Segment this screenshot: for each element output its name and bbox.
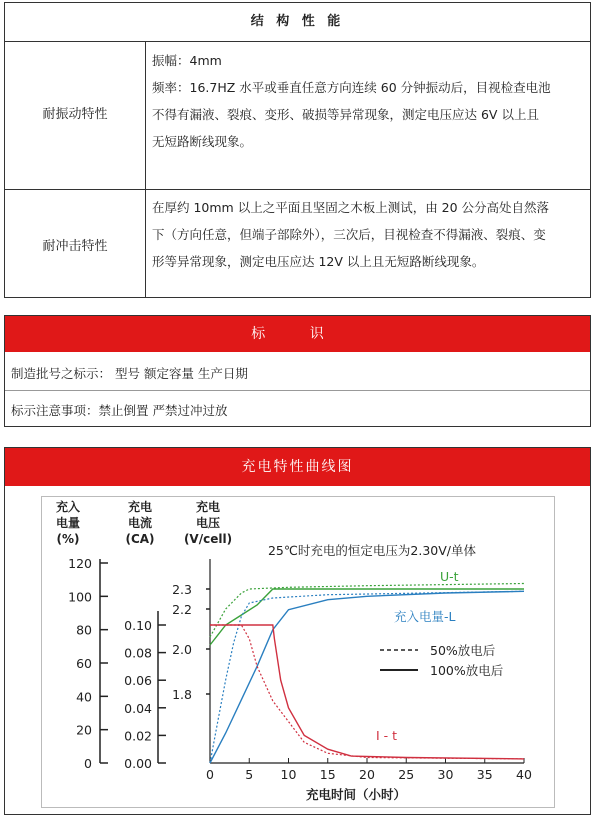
legend-dashed-label: 50%放电后	[430, 643, 496, 658]
x-tick-label: 30	[437, 767, 454, 782]
row-divider	[5, 390, 590, 391]
charge-characteristics-chart	[42, 497, 554, 807]
capacity-tick-label: 120	[68, 556, 92, 571]
capacity-tick-label: 80	[76, 622, 92, 638]
structure-title: 结 构 性 能	[5, 3, 590, 42]
row-divider	[5, 189, 590, 190]
capacity-tick-label: 0	[84, 756, 92, 771]
capacity-tick-label: 100	[68, 589, 92, 605]
x-axis-title: 充电时间（小时）	[305, 787, 407, 802]
chart-title: 25℃时充电的恒定电压为2.30V/单体	[267, 543, 477, 558]
current-tick-label: 0.08	[124, 645, 152, 661]
marking-row-batch: 制造批号之标示： 型号 额定容量 生产日期	[11, 366, 248, 381]
legend-solid-label: 100%放电后	[430, 663, 504, 678]
curve-label-capacity: 充入电量-L	[394, 609, 456, 624]
impact-label: 耐冲击特性	[42, 239, 108, 254]
vibration-line: 不得有漏液、裂痕、变形、破损等异常现象，测定电压应达 6V 以上且	[152, 107, 539, 122]
axis-label-capacity: 充入	[55, 500, 81, 514]
x-tick-label: 25	[398, 767, 415, 782]
voltage-tick-label: 1.8	[172, 687, 192, 702]
impact-line: 形等异常现象，测定电压应达 12V 以上且无短路断线现象。	[152, 254, 485, 269]
current-tick-label: 0.02	[124, 728, 152, 744]
axis-label-capacity: (%)	[56, 532, 80, 546]
axis-label-current: 电流	[127, 516, 153, 530]
axis-label-capacity: 电量	[55, 516, 81, 530]
x-tick-label: 10	[280, 767, 297, 782]
axis-label-current: 充电	[127, 500, 153, 514]
marking-title: 标 识	[5, 316, 590, 352]
vibration-line: 无短路断线现象。	[152, 134, 253, 149]
impact-content	[152, 194, 586, 275]
capacity-tick-label: 40	[76, 689, 92, 705]
x-tick-label: 0	[206, 767, 214, 782]
marking-row-notice: 标示注意事项：禁止倒置 严禁过冲过放	[11, 403, 228, 418]
chart-section-title: 充电特性曲线图	[5, 448, 590, 486]
charge-chart-section	[4, 447, 591, 815]
x-tick-label: 40	[516, 767, 532, 782]
curve-label-voltage: U-t	[440, 569, 459, 584]
voltage-tick-label: 2.2	[172, 602, 192, 617]
current-tick-label: 0.10	[124, 618, 152, 633]
current-tick-label: 0.00	[124, 756, 152, 771]
curve-label-current: I - t	[376, 728, 398, 743]
marking-table	[4, 315, 591, 427]
voltage-tick-label: 2.3	[172, 582, 192, 597]
x-tick-label: 35	[476, 767, 493, 782]
x-tick-label: 15	[319, 767, 336, 782]
current-tick-label: 0.04	[124, 700, 152, 716]
vibration-line: 振幅：4mm	[152, 53, 222, 68]
vibration-line: 频率：16.7HZ 水平或垂直任意方向连续 60 分钟振动后，目视检查电池	[152, 80, 551, 95]
series-u-t-solid	[210, 589, 524, 645]
capacity-tick-label: 20	[76, 722, 92, 738]
voltage-tick-label: 2.0	[172, 642, 192, 657]
vibration-content	[152, 47, 586, 155]
axis-label-current: (CA)	[125, 532, 155, 546]
axis-label-voltage: 电压	[195, 516, 221, 530]
column-divider	[145, 41, 146, 297]
impact-line: 下（方向任意，但端子部除外），三次后，目视检查不得漏液、裂痕、变	[152, 227, 546, 242]
current-tick-label: 0.06	[124, 673, 152, 689]
axis-label-voltage: 充电	[195, 500, 221, 514]
x-tick-label: 20	[359, 767, 375, 782]
chart-frame	[41, 496, 555, 808]
impact-line: 在厚约 10mm 以上之平面且坚固之木板上测试，由 20 公分高处自然落	[152, 200, 550, 215]
capacity-tick-label: 60	[76, 656, 92, 671]
structure-table	[4, 2, 591, 298]
axis-label-voltage: (V/cell)	[183, 532, 233, 546]
x-tick-label: 5	[245, 767, 254, 782]
vibration-label: 耐振动特性	[42, 107, 108, 122]
